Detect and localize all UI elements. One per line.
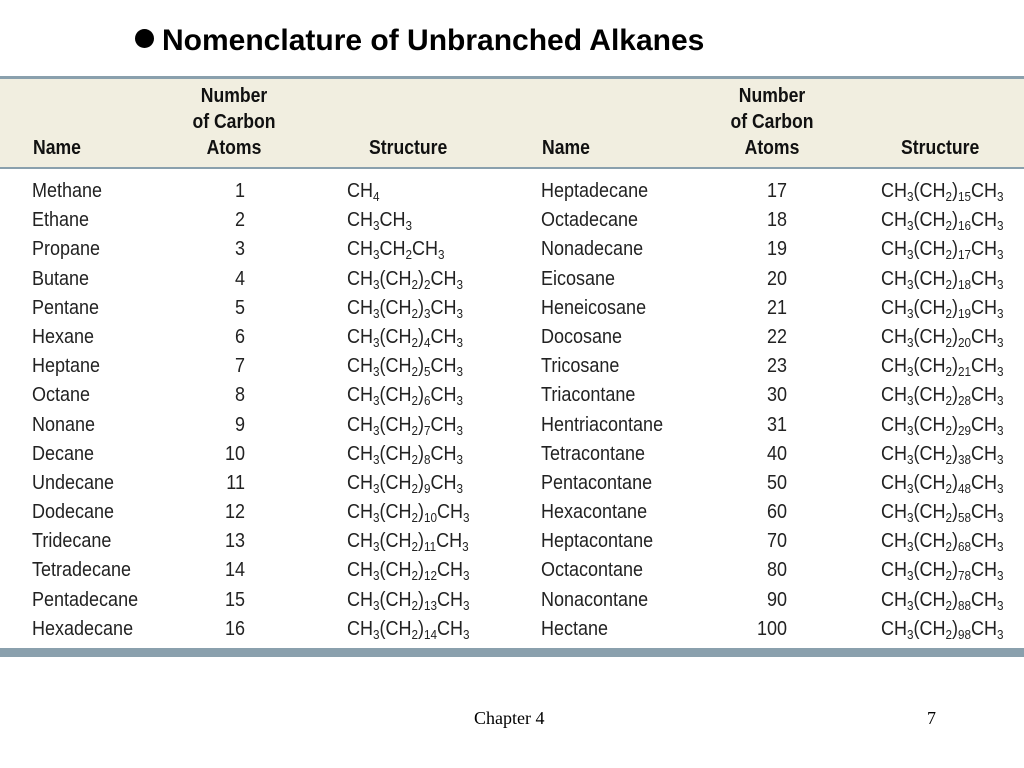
table-row	[0, 586, 1024, 615]
alkane-name: Octane	[32, 384, 91, 407]
structure-formula: $CH_3(CH_2)_{12}CH_3$	[347, 559, 470, 584]
structure-formula: $CH_3(CH_2)_{14}CH_3$	[347, 617, 470, 642]
table-header-rule	[0, 167, 1024, 169]
carbon-count: 22	[766, 325, 787, 348]
table-row	[0, 235, 1024, 264]
structure-formula: $CH_3(CH_2)_{48}CH_3$	[881, 471, 1004, 496]
table-body	[0, 177, 1024, 644]
carbon-count: 50	[766, 471, 787, 494]
structure-formula: $CH_3(CH_2)_{21}CH_3$	[881, 355, 1004, 380]
carbon-count: 11	[226, 471, 245, 494]
carbon-count: 10	[224, 442, 245, 465]
table-row	[0, 440, 1024, 469]
alkane-name: Tridecane	[32, 530, 112, 553]
carbon-count: 18	[766, 209, 787, 232]
structure-formula: $CH_3(CH_2)_{28}CH_3$	[881, 384, 1004, 409]
table-row	[0, 411, 1024, 440]
alkane-name: Butane	[32, 267, 90, 290]
carbon-count: 90	[766, 588, 787, 611]
alkane-name: Propane	[32, 238, 101, 261]
carbon-count: 30	[766, 384, 787, 407]
alkane-name: Triacontane	[541, 384, 636, 407]
structure-formula: $CH_3(CH_2)_{38}CH_3$	[881, 442, 1004, 467]
carbon-count: 6	[234, 325, 245, 348]
table-row	[0, 323, 1024, 352]
alkane-name: Undecane	[32, 471, 115, 494]
table-bottom-rule	[0, 648, 1024, 657]
structure-formula: $CH_3(CH_2)_{20}CH_3$	[881, 325, 1004, 350]
structure-formula: $CH_3(CH_2)_2CH_3$	[347, 267, 464, 292]
carbon-count: 9	[234, 413, 245, 436]
carbon-count: 14	[224, 559, 245, 582]
structure-formula: $CH_3(CH_2)_9CH_3$	[347, 471, 464, 496]
carbon-count: 21	[766, 296, 787, 319]
carbon-count: 13	[224, 530, 245, 553]
structure-formula: $CH_3(CH_2)_{58}CH_3$	[881, 501, 1004, 526]
table-row	[0, 527, 1024, 556]
alkane-table	[0, 76, 1024, 658]
alkane-name: Heptane	[32, 355, 101, 378]
header-structure-right: Structure	[901, 137, 980, 159]
structure-formula: $CH_3(CH_2)_6CH_3$	[347, 384, 464, 409]
structure-formula: $CH_3(CH_2)_{88}CH_3$	[881, 588, 1004, 613]
carbon-count: 5	[234, 296, 245, 319]
slide-title-text: Nomenclature of Unbranched Alkanes	[162, 24, 705, 57]
table-row	[0, 556, 1024, 585]
structure-formula: $CH_3(CH_2)_4CH_3$	[347, 325, 464, 350]
carbon-count: 31	[766, 413, 787, 436]
structure-formula: $CH_3CH_3$	[347, 209, 413, 234]
alkane-name: Nonadecane	[541, 238, 644, 261]
structure-formula: $CH_3(CH_2)_{10}CH_3$	[347, 501, 470, 526]
alkane-name: Heneicosane	[541, 296, 647, 319]
alkane-name: Octadecane	[541, 209, 639, 232]
table-header	[0, 79, 1024, 167]
alkane-name: Pentadecane	[32, 588, 139, 611]
alkane-name: Heptadecane	[541, 180, 649, 202]
header-carbons-right	[716, 83, 829, 161]
alkane-name: Pentacontane	[541, 471, 653, 494]
carbon-count: 8	[234, 384, 245, 407]
structure-formula: $CH_3(CH_2)_{29}CH_3$	[881, 413, 1004, 438]
alkane-name: Dodecane	[32, 501, 115, 524]
structure-formula: $CH_3(CH_2)_3CH_3$	[347, 296, 464, 321]
table-row	[0, 206, 1024, 235]
structure-formula: $CH_3(CH_2)_{19}CH_3$	[881, 296, 1004, 321]
structure-formula: $CH_3(CH_2)_7CH_3$	[347, 413, 464, 438]
table-row	[0, 381, 1024, 410]
structure-formula: $CH_3(CH_2)_{13}CH_3$	[347, 588, 470, 613]
alkane-name: Ethane	[32, 209, 90, 232]
carbon-count: 16	[224, 617, 245, 640]
header-carbons-left	[178, 83, 291, 161]
bullet-icon	[135, 29, 154, 48]
carbon-count: 7	[234, 355, 245, 378]
carbon-count: 4	[234, 267, 245, 290]
alkane-name: Tetradecane	[32, 559, 132, 582]
alkane-name: Pentane	[32, 296, 100, 319]
header-carbons-right-line2: of Carbon	[730, 111, 814, 133]
alkane-name: Hexane	[32, 325, 95, 348]
alkane-name: Octacontane	[541, 559, 644, 582]
carbon-count: 20	[766, 267, 787, 290]
table-row	[0, 352, 1024, 381]
alkane-name: Hentriacontane	[541, 413, 664, 436]
carbon-count: 3	[234, 238, 245, 261]
structure-formula: $CH_3(CH_2)_{17}CH_3$	[881, 238, 1004, 263]
carbon-count: 17	[766, 180, 787, 202]
alkane-name: Hectane	[541, 617, 609, 640]
carbon-count: 2	[234, 209, 245, 232]
structure-formula: $CH_3(CH_2)_{68}CH_3$	[881, 530, 1004, 555]
structure-formula: $CH_3CH_2CH_3$	[347, 238, 445, 263]
header-carbons-right-line3: Atoms	[744, 137, 800, 159]
alkane-name: Methane	[32, 180, 103, 202]
footer-chapter: Chapter 4	[474, 708, 545, 728]
header-carbons-left-line2: of Carbon	[192, 111, 276, 133]
structure-formula: $CH_3(CH_2)_{18}CH_3$	[881, 267, 1004, 292]
carbon-count: 19	[766, 238, 787, 261]
slide-title	[135, 24, 704, 58]
structure-formula: $CH_3(CH_2)_5CH_3$	[347, 355, 464, 380]
carbon-count: 23	[766, 355, 787, 378]
structure-formula: $CH_3(CH_2)_{78}CH_3$	[881, 559, 1004, 584]
carbon-count: 40	[766, 442, 787, 465]
header-carbons-right-line1: Number	[738, 85, 806, 107]
alkane-name: Heptacontane	[541, 530, 654, 553]
alkane-name: Tricosane	[541, 355, 620, 378]
table-row	[0, 469, 1024, 498]
header-name-left: Name	[33, 137, 81, 159]
structure-formula: $CH_3(CH_2)_{16}CH_3$	[881, 209, 1004, 234]
carbon-count: 100	[756, 617, 787, 640]
carbon-count: 70	[766, 530, 787, 553]
carbon-count: 80	[766, 559, 787, 582]
alkane-name: Hexacontane	[541, 501, 648, 524]
alkane-name: Hexadecane	[32, 617, 134, 640]
header-carbons-left-line3: Atoms	[206, 137, 262, 159]
structure-formula: $CH_3(CH_2)_{11}CH_3$	[347, 530, 469, 555]
table-row	[0, 294, 1024, 323]
structure-formula: $CH_4$	[347, 180, 380, 204]
header-structure-left: Structure	[369, 137, 448, 159]
alkane-name: Eicosane	[541, 267, 616, 290]
alkane-name: Nonane	[32, 413, 96, 436]
structure-formula: $CH_3(CH_2)_8CH_3$	[347, 442, 464, 467]
structure-formula: $CH_3(CH_2)_{98}CH_3$	[881, 617, 1004, 642]
table-row	[0, 615, 1024, 644]
carbon-count: 12	[224, 501, 245, 524]
carbon-count: 15	[224, 588, 245, 611]
alkane-name: Nonacontane	[541, 588, 649, 611]
structure-formula: $CH_3(CH_2)_{15}CH_3$	[881, 180, 1004, 204]
header-carbons-left-line1: Number	[200, 85, 268, 107]
footer-page-number: 7	[927, 708, 936, 728]
alkane-name: Tetracontane	[541, 442, 646, 465]
header-name-right: Name	[542, 137, 590, 159]
alkane-name: Docosane	[541, 325, 623, 348]
carbon-count: 1	[234, 180, 245, 202]
table-row	[0, 177, 1024, 206]
alkane-name: Decane	[32, 442, 95, 465]
table-row	[0, 498, 1024, 527]
table-row	[0, 265, 1024, 294]
carbon-count: 60	[766, 501, 787, 524]
